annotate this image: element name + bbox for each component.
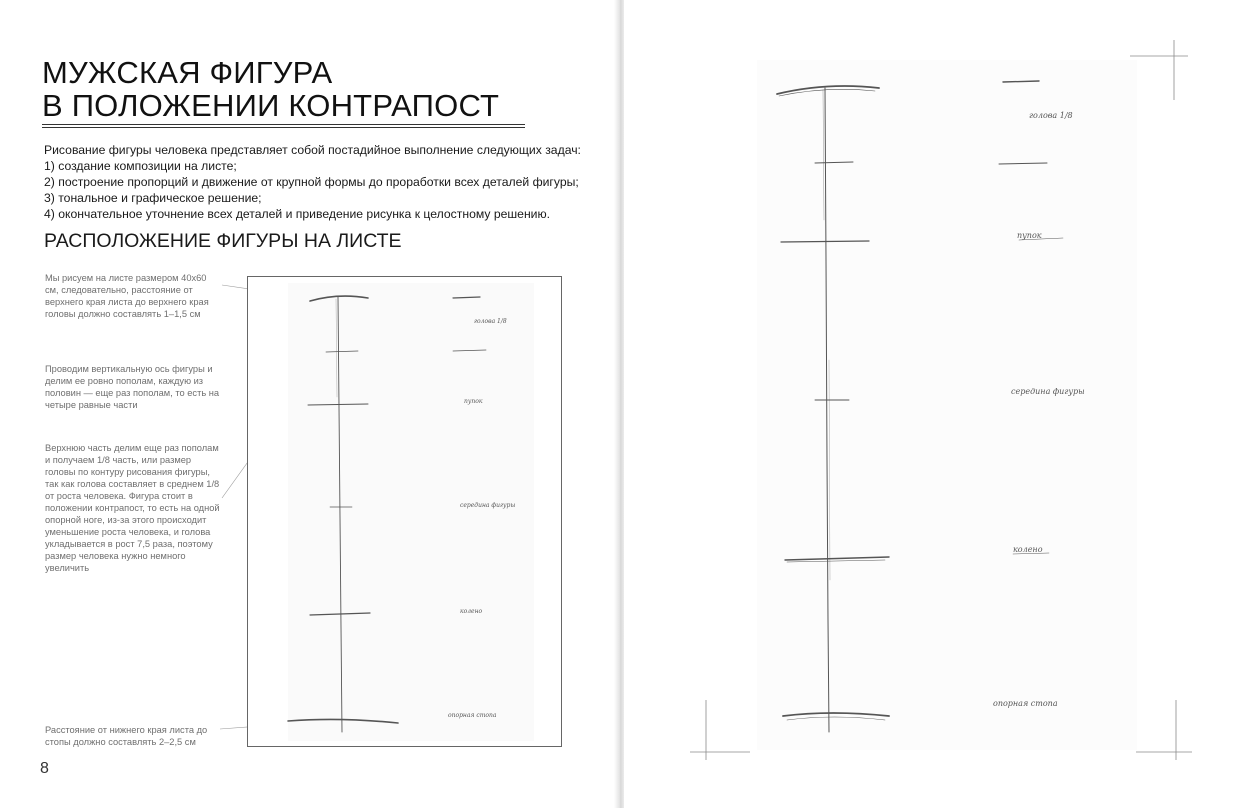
intro-line: Рисование фигуры человека представляет собой постадийное выполнение следующих задач: bbox=[44, 143, 581, 157]
note-top-margin: Мы рисуем на листе размером 40х60 см, следовательно, расстояние от верхнего края листа до верхнего края головы должно составлять 1–1,5 см bbox=[45, 273, 209, 319]
page-title-line-1: МУЖСКАЯ ФИГУРА bbox=[42, 55, 333, 90]
intro-line: 2) построение пропорций и движение от крупной формы до проработки всех деталей фигуры; bbox=[44, 175, 579, 189]
sketch-label: опорная стопа bbox=[993, 699, 1058, 708]
note-head-proportion: Верхнюю часть делим еще раз пополам и получаем 1/8 часть, или размер головы по контуру рисования фигуры, так как голова составляет в среднем 1/8 от роста человека. Фигура стоит в положении контрапост, то есть на одной опорной ноге, из-за этого происходит уменьшение роста человека, и голова укладывается в рост 7,5 раза, поэтому размер человека нужно немного увеличить bbox=[45, 443, 220, 573]
sketch-label: голова 1/8 bbox=[474, 318, 507, 325]
sketch-label: середина фигуры bbox=[460, 502, 516, 509]
intro-line: 1) создание композиции на листе; bbox=[44, 159, 237, 173]
sketch-label: колено bbox=[460, 608, 483, 615]
note-vertical-axis: Проводим вертикальную ось фигуры и делим ее ровно пополам, каждую из половин — еще раз пополам, то есть на четыре равные части bbox=[45, 364, 220, 410]
intro-line: 3) тональное и графическое решение; bbox=[44, 191, 262, 205]
section-heading: РАСПОЛОЖЕНИЕ ФИГУРЫ НА ЛИСТЕ bbox=[44, 230, 402, 252]
sketch-label: голова 1/8 bbox=[1029, 111, 1073, 120]
page-title-line-2: В ПОЛОЖЕНИИ КОНТРАПОСТ bbox=[42, 88, 500, 123]
sketch-label: пупок bbox=[464, 398, 483, 405]
page-number: 8 bbox=[40, 760, 49, 777]
sketch-label: пупок bbox=[1017, 231, 1042, 240]
note-bottom-margin: Расстояние от нижнего края листа до стопы должно составлять 2–2,5 см bbox=[45, 725, 208, 747]
sketch-label: опорная стопа bbox=[448, 712, 497, 719]
sketch-label: колено bbox=[1013, 545, 1043, 554]
intro-line: 4) окончательное уточнение всех деталей и приведение рисунка к целостному решению. bbox=[44, 207, 551, 221]
sketch-label: середина фигуры bbox=[1011, 387, 1085, 396]
